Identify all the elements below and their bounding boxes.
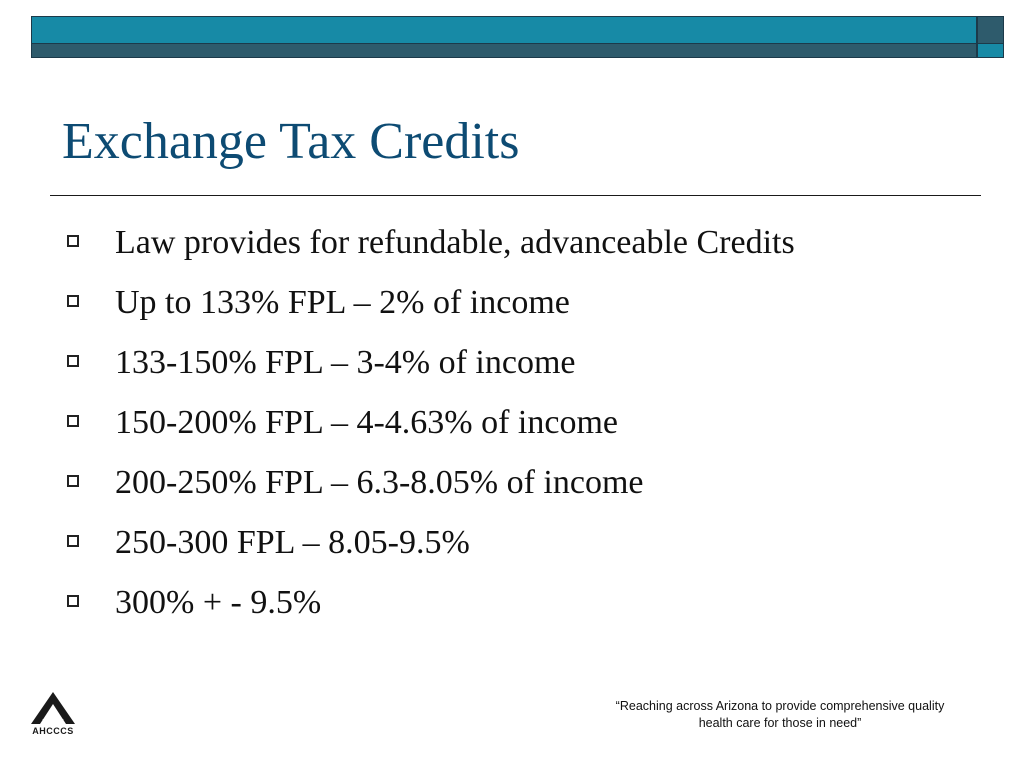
square-bullet-icon xyxy=(67,235,79,247)
top-banner xyxy=(31,16,977,58)
square-bullet-icon xyxy=(67,415,79,427)
bullet-item xyxy=(62,338,882,388)
bullet-list xyxy=(62,218,882,638)
bullet-item xyxy=(62,278,882,328)
bullet-text: 300% + - 9.5% xyxy=(115,584,322,621)
corner-box-bottom xyxy=(978,43,1003,58)
slide-title: Exchange Tax Credits xyxy=(62,113,520,170)
title-divider xyxy=(50,195,981,196)
bullet-text: 133-150% FPL – 3-4% of income xyxy=(115,344,576,381)
bullet-item xyxy=(62,398,882,448)
corner-box-top xyxy=(978,17,1003,43)
square-bullet-icon xyxy=(67,595,79,607)
bullet-item xyxy=(62,578,882,628)
banner-corner-box xyxy=(977,16,1004,58)
footer-quote-line-2: health care for those in need” xyxy=(698,716,862,730)
square-bullet-icon xyxy=(67,355,79,367)
banner-band-bottom xyxy=(32,43,976,58)
footer-quote-line-1: “Reaching across Arizona to provide comprehensive quality xyxy=(615,699,945,713)
bullet-item xyxy=(62,458,882,508)
bullet-text: Law provides for refundable, advanceable Credits xyxy=(115,224,795,261)
logo-text: AHCCCS xyxy=(32,726,74,736)
bullet-text: Up to 133% FPL – 2% of income xyxy=(115,284,570,321)
bullet-text: 200-250% FPL – 6.3-8.05% of income xyxy=(115,464,644,501)
square-bullet-icon xyxy=(67,535,79,547)
footer-quote xyxy=(580,698,980,732)
square-bullet-icon xyxy=(67,475,79,487)
banner-band-top xyxy=(32,17,976,43)
bullet-item xyxy=(62,218,882,268)
bullet-text: 150-200% FPL – 4-4.63% of income xyxy=(115,404,619,441)
square-bullet-icon xyxy=(67,295,79,307)
bullet-item xyxy=(62,518,882,568)
bullet-text: 250-300 FPL – 8.05-9.5% xyxy=(115,524,470,561)
